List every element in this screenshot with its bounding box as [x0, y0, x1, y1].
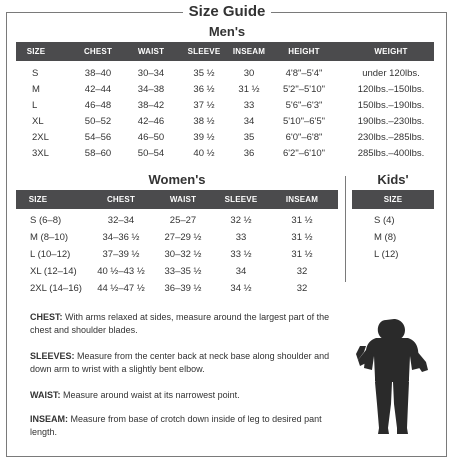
kids-cell-size: M (8) — [374, 232, 397, 243]
womens-cell-waist: 30–32 ½ — [164, 249, 202, 260]
womens-cell-size: L (10–12) — [30, 249, 71, 260]
womens-header-waist: WAIST — [169, 195, 197, 204]
mens-cell-size: M — [32, 84, 40, 95]
womens-header-inseam: INSEAM — [285, 195, 319, 204]
mens-cell-inseam: 34 — [243, 116, 255, 127]
kids-divider — [345, 176, 346, 282]
mens-header-height: HEIGHT — [288, 47, 320, 56]
mens-cell-sleeve: 35 ½ — [193, 68, 215, 79]
table-row — [16, 132, 434, 146]
mens-cell-waist: 42–46 — [137, 116, 165, 127]
womens-cell-sleeve: 34 ½ — [230, 283, 252, 294]
mens-cell-inseam: 31 ½ — [238, 84, 260, 95]
womens-cell-waist: 36–39 ½ — [164, 283, 202, 294]
mens-cell-weight: 230lbs.–285lbs. — [357, 132, 425, 143]
definition-chest — [30, 311, 330, 337]
table-row — [352, 249, 434, 263]
mens-cell-weight: 285lbs.–400lbs. — [357, 148, 425, 159]
kids-cell-size: L (12) — [374, 249, 399, 260]
mens-cell-sleeve: 40 ½ — [193, 148, 215, 159]
page-title: Size Guide — [183, 3, 272, 20]
definition-sleeves — [30, 350, 330, 376]
definition-term: SLEEVES: — [30, 351, 75, 361]
definition-term: INSEAM: — [30, 414, 68, 424]
table-row — [16, 68, 434, 82]
womens-cell-waist: 27–29 ½ — [164, 232, 202, 243]
womens-cell-chest: 40 ½–43 ½ — [97, 266, 145, 277]
mens-cell-inseam: 33 — [243, 100, 255, 111]
mens-cell-sleeve: 36 ½ — [193, 84, 215, 95]
mens-cell-chest: 42–44 — [84, 84, 112, 95]
womens-title: Women's — [148, 172, 206, 187]
womens-cell-waist: 25–27 — [169, 215, 197, 226]
table-row — [352, 215, 434, 229]
mens-header-waist: WAIST — [137, 47, 165, 56]
womens-cell-size: XL (12–14) — [30, 266, 77, 277]
table-row — [16, 84, 434, 98]
kids-header — [352, 190, 434, 209]
table-row — [16, 100, 434, 114]
mens-cell-height: 5'6"–6'3" — [285, 100, 323, 111]
mens-cell-inseam: 30 — [243, 68, 255, 79]
mens-cell-height: 4'8"–5'4" — [285, 68, 323, 79]
womens-header-sleeve: SLEEVE — [224, 195, 258, 204]
mens-cell-chest: 54–56 — [84, 132, 112, 143]
mens-cell-chest: 38–40 — [84, 68, 112, 79]
table-row — [16, 249, 338, 263]
womens-cell-chest: 32–34 — [107, 215, 135, 226]
mens-cell-sleeve: 37 ½ — [193, 100, 215, 111]
definition-term: CHEST: — [30, 312, 63, 322]
mens-title: Men's — [208, 24, 246, 39]
womens-cell-inseam: 31 ½ — [291, 215, 313, 226]
mens-cell-height: 6'2"–6'10" — [282, 148, 326, 159]
definition-text: Measure from the center back at neck base along shoulder and down arm to wrist with a slightly bent elbow. — [30, 351, 330, 374]
definition-inseam — [30, 413, 330, 439]
womens-cell-chest: 44 ½–47 ½ — [97, 283, 145, 294]
womens-cell-size: M (8–10) — [30, 232, 69, 243]
mens-cell-chest: 50–52 — [84, 116, 112, 127]
mens-cell-size: L — [32, 100, 38, 111]
kids-cell-size: S (4) — [374, 215, 395, 226]
mens-cell-inseam: 35 — [243, 132, 255, 143]
womens-cell-inseam: 31 ½ — [291, 232, 313, 243]
kids-header-size: SIZE — [383, 195, 403, 204]
womens-cell-size: 2XL (14–16) — [30, 283, 82, 294]
definition-term: WAIST: — [30, 390, 61, 400]
mens-header-weight: WEIGHT — [374, 47, 408, 56]
womens-cell-sleeve: 33 ½ — [230, 249, 252, 260]
definition-text: Measure around waist at its narrowest point. — [60, 390, 240, 400]
mens-cell-waist: 34–38 — [137, 84, 165, 95]
table-row — [16, 232, 338, 246]
womens-cell-sleeve: 32 ½ — [230, 215, 252, 226]
table-row — [16, 215, 338, 229]
table-row — [352, 232, 434, 246]
mens-cell-waist: 38–42 — [137, 100, 165, 111]
womens-header — [16, 190, 338, 209]
mens-header-sleeve: SLEEVE — [187, 47, 221, 56]
mens-cell-sleeve: 38 ½ — [193, 116, 215, 127]
womens-cell-chest: 34–36 ½ — [102, 232, 140, 243]
mens-cell-weight: 190lbs.–230lbs. — [357, 116, 425, 127]
womens-header-chest: CHEST — [106, 195, 136, 204]
mens-cell-weight: 150lbs.–190lbs. — [357, 100, 425, 111]
mens-cell-size: S — [32, 68, 39, 79]
mens-cell-weight: 120lbs.–150lbs. — [357, 84, 425, 95]
womens-cell-waist: 33–35 ½ — [164, 266, 202, 277]
mens-cell-size: 3XL — [32, 148, 49, 159]
womens-cell-size: S (6–8) — [30, 215, 62, 226]
mens-cell-size: XL — [32, 116, 44, 127]
mens-cell-height: 6'0"–6'8" — [285, 132, 323, 143]
hooded-sweatsuit-silhouette-icon — [350, 316, 435, 441]
womens-cell-chest: 37–39 ½ — [102, 249, 140, 260]
mens-header — [16, 42, 434, 61]
definition-waist — [30, 389, 330, 402]
mens-cell-waist: 30–34 — [137, 68, 165, 79]
womens-cell-inseam: 32 — [296, 266, 308, 277]
table-row — [16, 116, 434, 130]
mens-header-inseam: INSEAM — [232, 47, 266, 56]
mens-cell-chest: 46–48 — [84, 100, 112, 111]
womens-cell-inseam: 31 ½ — [291, 249, 313, 260]
womens-cell-sleeve: 33 — [235, 232, 247, 243]
mens-header-size: SIZE — [26, 47, 46, 56]
kids-title: Kids' — [377, 172, 409, 187]
mens-cell-waist: 46–50 — [137, 132, 165, 143]
womens-cell-inseam: 32 — [296, 283, 308, 294]
mens-cell-weight: under 120lbs. — [362, 68, 420, 79]
mens-cell-waist: 50–54 — [137, 148, 165, 159]
mens-cell-height: 5'10"–6'5" — [282, 116, 326, 127]
mens-header-chest: CHEST — [83, 47, 113, 56]
mens-cell-sleeve: 39 ½ — [193, 132, 215, 143]
womens-cell-sleeve: 34 — [235, 266, 247, 277]
mens-cell-height: 5'2"–5'10" — [282, 84, 326, 95]
table-row — [16, 148, 434, 162]
table-row — [16, 266, 338, 280]
definition-text: Measure from base of crotch down inside of leg to desired pant length. — [30, 414, 322, 437]
mens-cell-size: 2XL — [32, 132, 49, 143]
mens-cell-chest: 58–60 — [84, 148, 112, 159]
womens-header-size: SIZE — [28, 195, 48, 204]
title-wrap — [0, 3, 454, 21]
mens-cell-inseam: 36 — [243, 148, 255, 159]
definition-text: With arms relaxed at sides, measure around the largest part of the chest and shoulder blades. — [30, 312, 330, 335]
table-row — [16, 283, 338, 297]
